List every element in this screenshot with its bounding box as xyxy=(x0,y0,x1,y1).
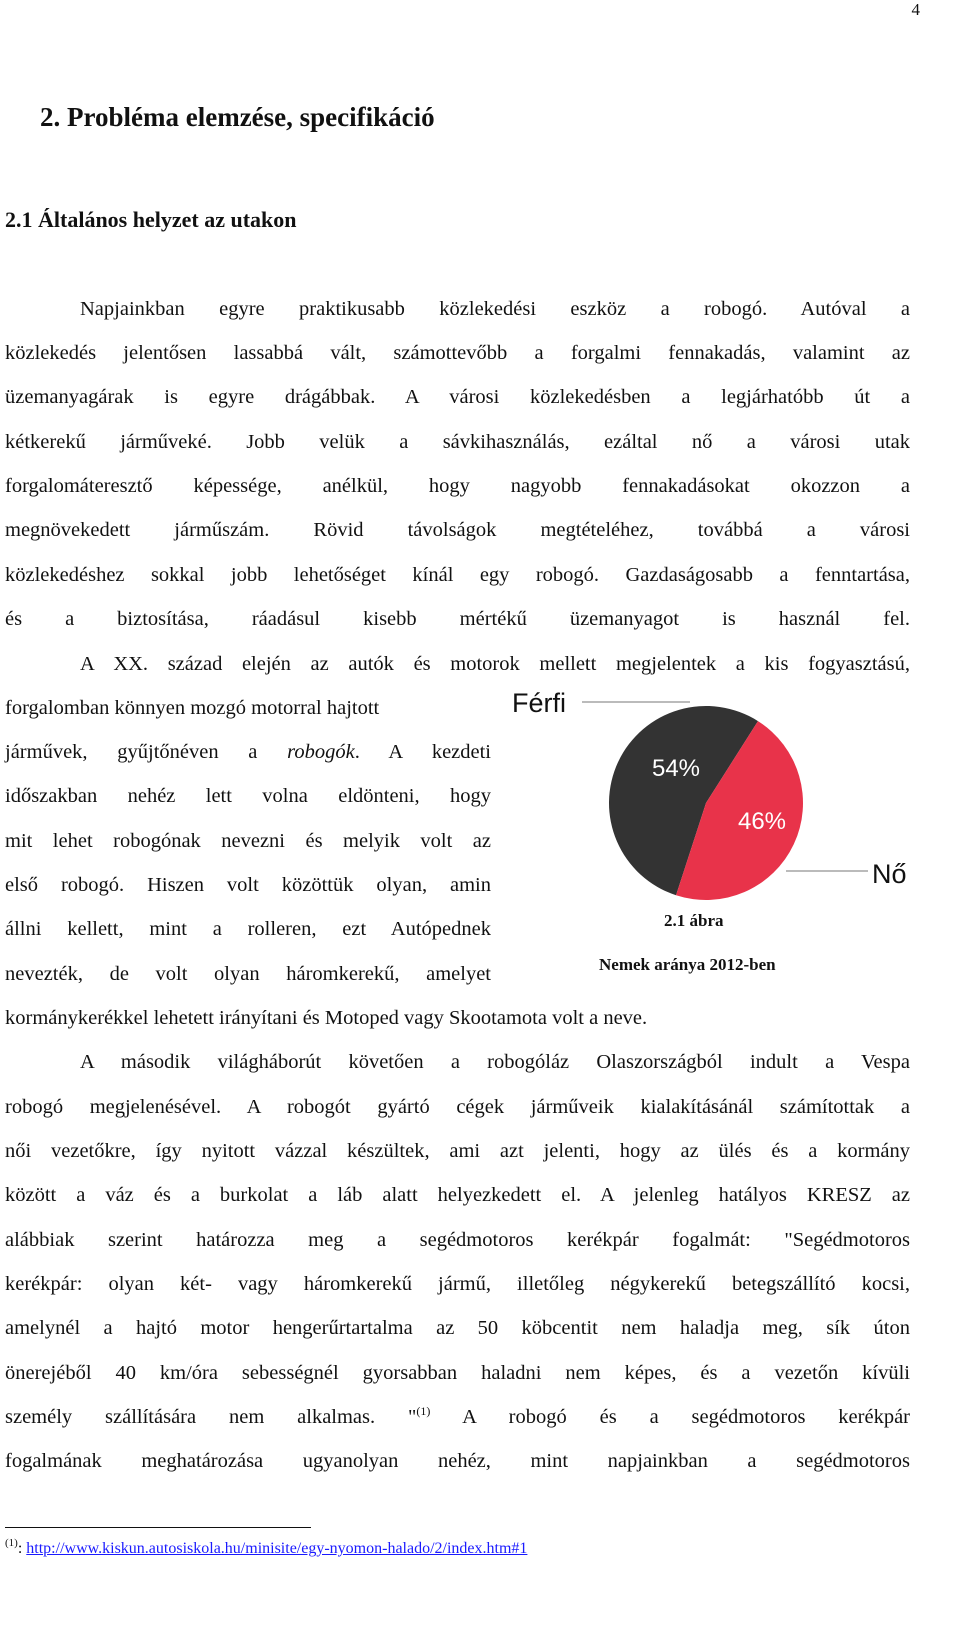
figure-title: Nemek aránya 2012-ben xyxy=(599,955,776,974)
italic-term: robogók xyxy=(287,741,355,763)
paragraph-line: forgalomban könnyen mozgó motorral hajtott xyxy=(5,697,380,719)
footnote: $^{(1)}$: http://www.kiskun.autosiskola.hu/minisite/egy-nyomon-halado/2/index.htm#1 xyxy=(5,1537,528,1557)
footnote-marker: (1) xyxy=(5,1537,18,1549)
pie-value-label: 54% xyxy=(651,755,701,782)
paragraph-line: amelynél a hajtó motor hengerűrtartalma az 50 köbcentit nem haladja meg, sík úton xyxy=(5,1317,910,1339)
paragraph-line: kormánykerékkel lehetett irányítani és Motoped vagy Skootamota volt a neve. xyxy=(5,1007,648,1029)
paragraph-line: önerejéből 40 km/óra sebességnél gyorsabban haladni nem képes, és a vezetőn kívüli xyxy=(5,1362,910,1384)
paragraph-line: forgalomáteresztő képessége, anélkül, hogy nagyobb fennakadásokat okozzon a xyxy=(5,475,910,497)
footnote-divider xyxy=(5,1527,311,1528)
pie-category-label-no: Nő xyxy=(872,859,907,889)
paragraph-line: A XX. század elején az autók és motorok mellett megjelentek a kis fogyasztású, xyxy=(80,653,910,675)
paragraph-line: női vezetőkre, így nyitott vázzal készültek, ami azt jelenti, hogy az ülés és a kormány xyxy=(5,1140,910,1162)
figure-caption: 2.1 ábra xyxy=(664,911,724,930)
paragraph-line: állni kellett, mint a rolleren, ezt Autópednek xyxy=(5,918,491,940)
paragraph-line: robogó megjelenésével. A robogót gyártó cégek járműveik kialakításánál számítottak a xyxy=(5,1096,910,1118)
paragraph-line: közlekedés jelentősen lassabbá vált, számottevőbb a forgalmi fennakadás, valamint az xyxy=(5,342,910,364)
paragraph-line: fogalmának meghatározása ugyanolyan nehéz, mint napjainkban a segédmotoros xyxy=(5,1450,910,1472)
paragraph-line: kétkerekű járműveké. Jobb velük a sávkihasználás, ezáltal nő a városi utak xyxy=(5,431,910,453)
paragraph-line: között a váz és a burkolat a láb alatt helyezkedett el. A jelenleg hatályos KRESZ az xyxy=(5,1184,910,1206)
pie-svg xyxy=(500,678,920,938)
footnote-ref[interactable]: (1) xyxy=(416,1404,431,1418)
paragraph-line: közlekedéshez sokkal jobb lehetőséget kínál egy robogó. Gazdaságosabb a fenntartása, xyxy=(5,564,910,586)
paragraph-line: üzemanyagárak is egyre drágábbak. A városi közlekedésben a legjárhatóbb út a xyxy=(5,386,910,408)
pie-category-label-ferfi: Férfi xyxy=(512,688,566,718)
paragraph-line: kerékpár: olyan két- vagy háromkerekű jármű, illetőleg négykerekű betegszállító kocsi, xyxy=(5,1273,910,1295)
paragraph-line: járművek, gyűjtőnéven a robogók. A kezdeti xyxy=(5,741,492,763)
gender-pie-chart xyxy=(500,678,920,938)
pie-value-label: 46% xyxy=(737,808,787,835)
paragraph-line: nevezték, de volt olyan háromkerekű, amelyet xyxy=(5,963,491,985)
paragraph-line: személy szállítására nem alkalmas. "$^{(1)}$ A robogó és a segédmotoros kerékpár xyxy=(5,1404,910,1428)
paragraph-line: megnövekedett járműszám. Rövid távolságok megtételéhez, továbbá a városi xyxy=(5,519,910,541)
page-number: 4 xyxy=(911,0,920,19)
paragraph-line: első robogó. Hiszen volt közöttük olyan, amin xyxy=(5,874,491,896)
paragraph-line: és a biztosítása, ráadásul kisebb mértékű üzemanyagot is használ fel. xyxy=(5,608,910,630)
chapter-heading: 2. Probléma elemzése, specifikáció xyxy=(40,102,435,132)
section-heading: 2.1 Általános helyzet az utakon xyxy=(5,207,297,232)
paragraph-line: alábbiak szerint határozza meg a segédmotoros kerékpár fogalmát: "Segédmotoros xyxy=(5,1229,910,1251)
paragraph-line: A második világháborút követően a robogóláz Olaszországból indult a Vespa xyxy=(80,1051,910,1073)
footnote-link[interactable]: http://www.kiskun.autosiskola.hu/minisite/egy-nyomon-halado/2/index.htm#1 xyxy=(26,1540,528,1557)
paragraph-line: Napjainkban egyre praktikusabb közlekedési eszköz a robogó. Autóval a xyxy=(80,298,910,320)
paragraph-line: időszakban nehéz lett volna eldönteni, hogy xyxy=(5,785,491,807)
paragraph-line: mit lehet robogónak nevezni és melyik volt az xyxy=(5,830,491,852)
